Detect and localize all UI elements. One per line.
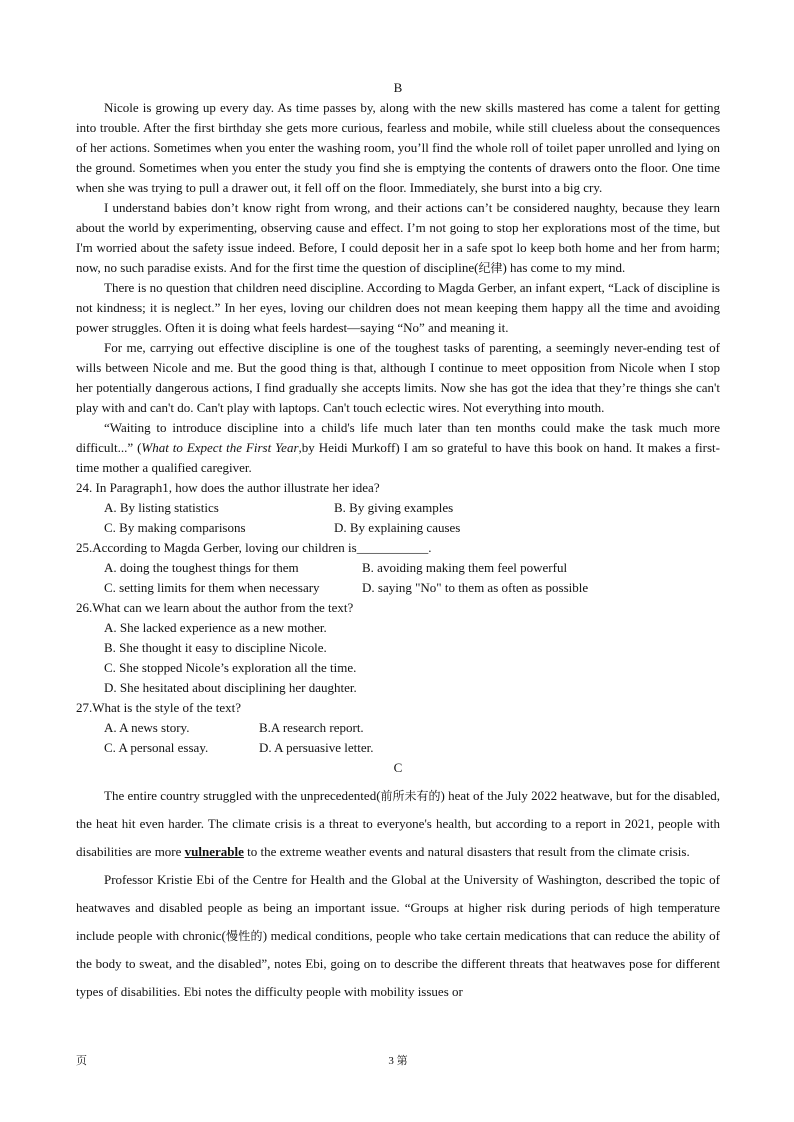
- passage-c-paragraph-1: The entire country struggled with the unprecedented(前所未有的) heat of the July 2022 heatwave, but for the disabled, the heat hit even harder. The climate crisis is a threat to everyone's health, but according to a report in 2021, people with disabilities are more vulnerable to the extreme weather events and natural disasters that result from the climate crisis.: [76, 788, 720, 859]
- question-25-option-d[interactable]: D. saying "No" to them as often as possible: [362, 580, 589, 595]
- passage-b-paragraph-1: Nicole is growing up every day. As time passes by, along with the new skills mastered has come a talent for getting into trouble. After the first birthday she gets more curious, fearless and mobile, while still clueless about the consequences of her actions. Sometimes when you enter the washing room, you’ll find the whole roll of toilet paper unrolled and lying on the ground. Sometimes when you enter the study you find she is emptying the contents of drawers onto the floor. One time when she was trying to pull a drawer out, it fell off on the floor. Immediately, she burst into a big cry.: [76, 100, 720, 195]
- question-27-options-row-2: [76, 738, 720, 758]
- footer-page-number: 3 第: [388, 1055, 408, 1067]
- question-25-option-b[interactable]: B. avoiding making them feel powerful: [362, 560, 568, 575]
- question-26-option-d[interactable]: D. She hesitated about disciplining her daughter.: [104, 680, 357, 695]
- passage-b-paragraph-4: For me, carrying out effective discipline is one of the toughest tasks of parenting, a seemingly never-ending test of wills between Nicole and me. But the good thing is that, although I continue to meet opposition from Nicole when I stop her potentially dangerous actions, I find gradually she accepts limits. Now she has got the idea that they’re things she can't play with and can't do. Can't play with laptops. Can't touch eclectic wires. Not everything into mouth.: [76, 340, 720, 415]
- question-27-stem: 27.What is the style of the text?: [76, 700, 241, 715]
- section-c-letter: C: [393, 760, 403, 775]
- question-24: [76, 478, 720, 538]
- question-25-options-row-1: [76, 558, 720, 578]
- answer-blank[interactable]: ___________.: [356, 540, 432, 555]
- passage-b-paragraph-3: There is no question that children need discipline. According to Magda Gerber, an infant expert, “Lack of discipline is not kindness; it is neglect.” In her eyes, loving our children does not mean keeping them happy all the time and avoiding power struggles. Often it is doing what feels hardest—saying “No” and meaning it.: [76, 280, 720, 335]
- discipline-gloss: 纪律: [478, 261, 503, 275]
- question-24-options-row-1: [76, 498, 720, 518]
- question-24-options-row-2: [76, 518, 720, 538]
- question-24-stem: 24. In Paragraph1, how does the author illustrate her idea?: [76, 480, 380, 495]
- question-27-option-c[interactable]: C. A personal essay.: [104, 740, 209, 755]
- section-b-letter: B: [393, 80, 403, 95]
- question-27-option-b[interactable]: B.A research report.: [259, 720, 364, 735]
- question-25-options-row-2: [76, 578, 720, 598]
- exam-page: [76, 78, 720, 1006]
- question-24-option-d[interactable]: D. By explaining causes: [334, 520, 461, 535]
- question-27-options-row-1: [76, 718, 720, 738]
- question-25: [76, 538, 720, 598]
- passage-b-paragraph-2: I understand babies don’t know right from wrong, and their actions can’t be considered naughty, because they learn about the world by experimenting, observing cause and effect. I’m not going to stop her explorations most of the time, but I'm worried about the safety issue indeed. Before, I could deposit her in a safe spot lo keep both home and her from harm; now, no such paradise exists. And for the first time the question of discipline(纪律) has come to my mind.: [76, 200, 720, 275]
- footer-page-label: 页: [76, 1055, 87, 1067]
- book-title: What to Expect the First Year: [141, 440, 299, 455]
- question-27-option-a[interactable]: A. A news story.: [104, 720, 190, 735]
- question-27-option-d[interactable]: D. A persuasive letter.: [259, 740, 374, 755]
- question-24-option-b[interactable]: B. By giving examples: [334, 500, 454, 515]
- question-27: [76, 698, 720, 758]
- passage-b-paragraph-5: “Waiting to introduce discipline into a child's life much later than ten months could make the task much more difficult...” (What to Expect the First Year,by Heidi Murkoff) I am so grateful to have this book on hand. It makes a first-time mother a qualified caregiver.: [76, 420, 720, 475]
- question-25-option-a[interactable]: A. doing the toughest things for them: [104, 560, 299, 575]
- question-26-stem: 26.What can we learn about the author from the text?: [76, 600, 354, 615]
- chronic-gloss: 慢性的: [225, 929, 263, 943]
- question-26-option-b[interactable]: B. She thought it easy to discipline Nicole.: [104, 640, 327, 655]
- question-25-option-c[interactable]: C. setting limits for them when necessary: [104, 580, 320, 595]
- page-footer: [76, 1052, 720, 1068]
- passage-c-paragraph-2: Professor Kristie Ebi of the Centre for Health and the Global at the University of Washington, described the topic of heatwaves and disabled people as being an important issue. “Groups at higher risk during periods of high temperature include people with chronic(慢性的) medical conditions, people who take certain medications that can reduce the ability of the body to sweat, and the disabled”, notes Ebi, going on to describe the different threats that heatwaves pose for different types of disabilities. Ebi notes the difficulty people with mobility issues or: [76, 872, 720, 999]
- question-24-option-a[interactable]: A. By listing statistics: [104, 500, 219, 515]
- question-26-option-a[interactable]: A. She lacked experience as a new mother.: [104, 620, 327, 635]
- question-26-option-c[interactable]: C. She stopped Nicole’s exploration all the time.: [104, 660, 357, 675]
- unprecedented-gloss: 前所未有的: [380, 789, 441, 803]
- question-25-stem: 25.According to Magda Gerber, loving our children is___________.: [76, 538, 720, 558]
- question-26: [76, 598, 720, 698]
- vulnerable-keyword: vulnerable: [184, 844, 244, 859]
- question-24-option-c[interactable]: C. By making comparisons: [104, 520, 246, 535]
